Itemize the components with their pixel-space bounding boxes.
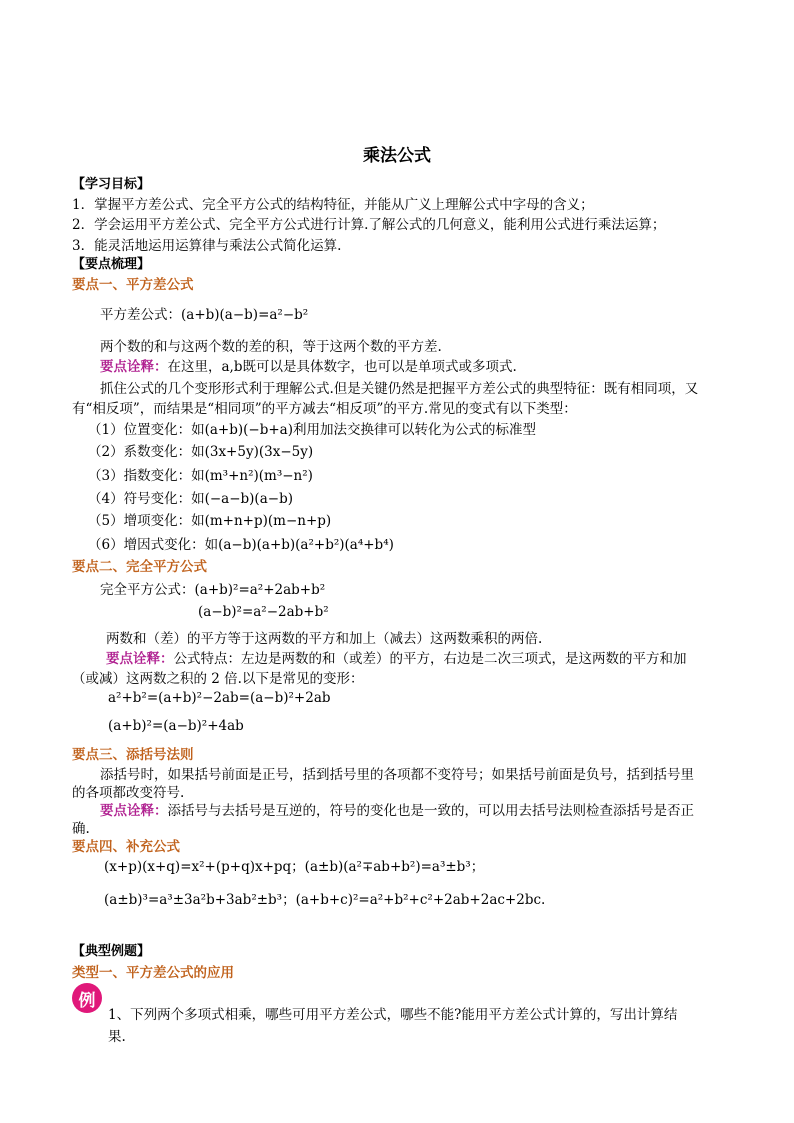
list-item: （5）增项变化：如(m+n+p)(m−n+p) xyxy=(88,513,332,529)
note-text: 添括号与去括号是互逆的，符号的变化也是一致的，可以用去括号法则检查添括号是否正 xyxy=(167,803,694,819)
list-item: （6）增因式变化：如(a−b)(a+b)(a²+b²)(a⁴+b⁴) xyxy=(88,537,394,553)
section-heading: 要点四、补充公式 xyxy=(72,839,180,855)
formula: (x+p)(x+q)=x²+(p+q)x+pq；(a±b)(a²∓ab+b²)=a³±b³； xyxy=(104,859,485,875)
formula: (a+b)²=(a−b)²+4ab xyxy=(108,718,244,734)
paragraph: 两数和（差）的平方等于这两数的平方和加上（减去）这两数乘积的两倍. xyxy=(106,631,543,647)
paragraph: 的各项都改变符号. xyxy=(72,785,185,801)
type-heading: 类型一、平方差公式的应用 xyxy=(72,965,234,981)
goals-header: 【学习目标】 xyxy=(72,177,151,192)
note xyxy=(100,799,694,819)
formula: 完全平方公式：(a+b)²=a²+2ab+b² xyxy=(100,582,326,598)
note-label: 要点诠释： xyxy=(100,359,168,375)
example-text: 果. xyxy=(108,1029,126,1045)
note-label: 要点诠释： xyxy=(106,651,174,667)
goal-item: 2．学会运用平方差公式、完全平方公式进行计算.了解公式的几何意义，能利用公式进行乘法运算； xyxy=(72,217,666,233)
list-item: （1）位置变化：如(a+b)(−b+a)利用加法交换律可以转化为公式的标准型 xyxy=(88,422,536,438)
goal-item: 3．能灵活地运用运算律与乘法公式简化运算. xyxy=(72,238,342,254)
list-item: （4）符号变化：如(−a−b)(a−b) xyxy=(88,491,293,507)
list-item: （3）指数变化：如(m³+n²)(m³−n²) xyxy=(88,468,313,484)
example-badge-icon: 例 xyxy=(72,983,102,1013)
paragraph: 添括号时，如果括号前面是正号，括到括号里的各项都不变符号；如果括号前面是负号，括到括号里 xyxy=(100,767,694,783)
paragraph: （或减）这两数之积的 2 倍.以下是常见的变形： xyxy=(72,671,364,687)
note xyxy=(100,355,517,375)
section-heading: 要点二、完全平方公式 xyxy=(72,559,207,575)
note-label: 要点诠释： xyxy=(100,803,168,819)
note-text: 公式特点：左边是两数的和（或差）的平方，右边是二次三项式，是这两数的平方和加 xyxy=(173,651,687,667)
paragraph: 两个数的和与这两个数的差的积，等于这两个数的平方差. xyxy=(100,339,442,355)
paragraph: 有“相反项”，而结果是“相同项”的平方减去“相反项”的平方.常见的变式有以下类型： xyxy=(72,401,577,417)
goal-item: 1．掌握平方差公式、完全平方公式的结构特征，并能从广义上理解公式中字母的含义； xyxy=(72,197,594,213)
note-text: 在这里，a,b既可以是具体数字，也可以是单项式或多项式. xyxy=(167,359,517,375)
formula: 平方差公式：(a+b)(a−b)=a²−b² xyxy=(100,307,309,323)
paragraph: 确. xyxy=(72,821,90,837)
paragraph: 抓住公式的几个变形形式利于理解公式.但是关键仍然是把握平方差公式的典型特征：既有相同项，又 xyxy=(100,381,699,397)
formula: (a±b)³=a³±3a²b+3ab²±b³；(a+b+c)²=a²+b²+c²+2ab+2ac+2bc. xyxy=(104,892,546,908)
section-heading: 要点一、平方差公式 xyxy=(72,277,194,293)
points-header: 【要点梳理】 xyxy=(72,257,151,272)
formula: a²+b²=(a+b)²−2ab=(a−b)²+2ab xyxy=(108,690,331,706)
example-text: 1、下列两个多项式相乘，哪些可用平方差公式，哪些不能?能用平方差公式计算的，写出计算结 xyxy=(108,1007,678,1023)
formula: (a−b)²=a²−2ab+b² xyxy=(198,604,329,620)
note xyxy=(106,647,687,667)
list-item: （2）系数变化：如(3x+5y)(3x−5y) xyxy=(88,444,314,460)
page-title: 乘法公式 xyxy=(363,146,431,166)
section-heading: 要点三、添括号法则 xyxy=(72,747,194,763)
examples-header: 【典型例题】 xyxy=(72,944,151,959)
